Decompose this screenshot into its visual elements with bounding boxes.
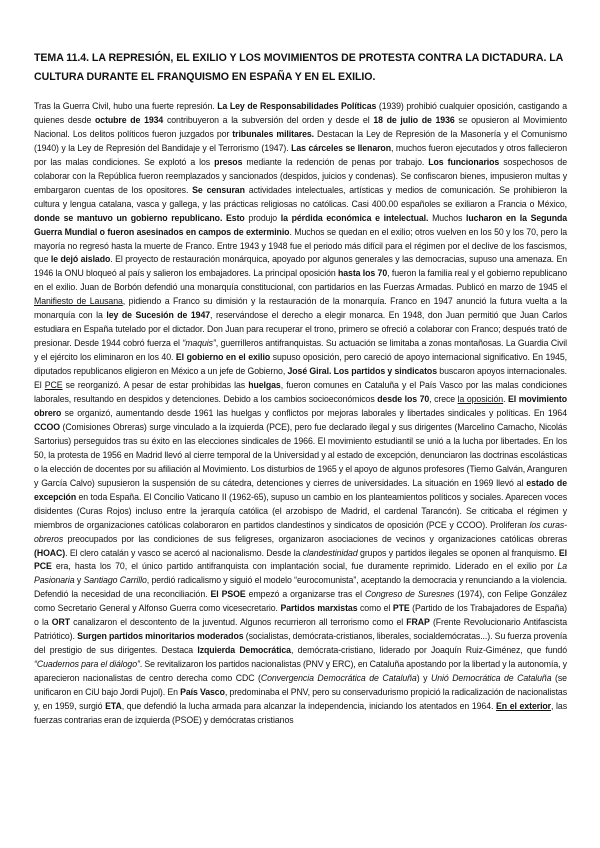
underlined-text-run: la oposición xyxy=(457,394,504,405)
text-run: (socialistas, demócrata-cristianos, liberales, socialdemócratas...). Su fuerza provenía del prestigio de sus dirigentes. Destaca xyxy=(34,631,567,656)
italic-text-run: Unió Democrática de Cataluña xyxy=(430,673,552,684)
bold-text-run: hasta los 70 xyxy=(338,268,388,279)
bold-text-run: donde se mantuvo un gobierno republicano. xyxy=(34,212,223,223)
bold-text-run: El PSOE xyxy=(210,589,246,600)
bold-text-run: PTE xyxy=(392,603,410,614)
bold-text-run: Los funcionarios xyxy=(428,156,500,167)
text-run: . Muchos se quedan en el exilio; otros vuelven en los 50 y los 70, pero la mayoría no regresó hasta la muerte de Franco. Entre 1943 y 1948 fue el periodo más difícil para el régimen por el declive de los fascismos, que xyxy=(34,226,567,265)
text-run: , pidiendo a Franco su dimisión y la restauración de la monarquía. Franco en 1947 anunció la futura vuelta a la monarquía con la xyxy=(34,296,567,321)
italic-text-run: clandestinidad xyxy=(302,547,358,558)
text-run: Tras la Guerra Civil, hubo una fuerte represión. xyxy=(34,101,218,111)
bold-text-run: Las cárceles se llenaron xyxy=(291,142,391,153)
text-run: ) y xyxy=(416,673,431,684)
text-run: supuso oposición, pero careció de apoyo internacional significativo. En 1945, diputados republicanos eligieron en México a un jefe de Gobierno, xyxy=(34,352,567,377)
bold-text-run: FRAP xyxy=(406,617,430,628)
bold-text-run: presos xyxy=(214,156,243,167)
text-run: (Frente Revolucionario Antifascista Patriótico). xyxy=(34,617,567,642)
text-run: era, hasta los 70, el único partido antifranquista con implantación social, fue duramente reprimido. Liderado en el exilio por xyxy=(51,561,558,572)
bold-text-run: El gobierno en el exilio xyxy=(175,352,271,363)
text-run: como el xyxy=(357,603,393,614)
text-run: , fueron comunes en Cataluña y el País Vasco por las malas condiciones laborales, resultando en despidos y detenciones. Debido a los cambios socioeconómicos xyxy=(34,380,567,405)
text-run: Destacan la Ley de Represión de la Masonería y el Comunismo (1940) y la Ley de Represión del Bandidaje y el Terrorismo (1947). xyxy=(34,128,567,153)
text-run: canalizaron el descontento de la juventud. Algunos recurrieron all terrorismo como el xyxy=(70,617,407,628)
italic-text-run: “Cuadernos para el diálogo” xyxy=(34,659,140,670)
bold-text-run: CCOO xyxy=(34,421,60,432)
bold-text-run: ley de Sucesión de 1947 xyxy=(106,310,211,321)
bold-text-run: País Vasco xyxy=(180,687,225,698)
italic-text-run: Santiago Carrillo xyxy=(83,575,147,586)
bold-text-run: huelgas xyxy=(248,380,281,391)
bold-text-run: ORT xyxy=(51,617,70,628)
text-run: contribuyeron a la subversión del orden y desde el xyxy=(163,114,374,125)
text-run: se reorganizó. A pesar de estar prohibidas las xyxy=(62,380,249,391)
text-run: Muchos xyxy=(428,212,466,223)
text-run: (1939) prohibió cualquier oposición, castigando a quienes desde xyxy=(34,101,568,125)
text-run: , que defendió la lucha armada para alcanzar la independencia, iniciando los atentados en 1964. xyxy=(121,700,497,711)
bold-text-run: El movimiento obrero xyxy=(34,394,568,418)
bold-text-run: 18 de julio de 1936 xyxy=(373,114,455,125)
text-run: , guerrilleros antifranquistas. Su actuación se limitaba a zonas montañosas. La Guardia Civil y el ejército los eliminaron en los 40. xyxy=(34,338,567,363)
bold-text-run: La Ley de Responsabilidades Políticas xyxy=(217,101,377,111)
document-body-paragraph xyxy=(34,100,567,728)
text-run: . El clero catalán y vasco se acercó al nacionalismo. Desde la xyxy=(65,547,303,558)
bold-text-run: la pérdida económica e intelectual. xyxy=(280,212,429,223)
italic-text-run: los curas-obreros xyxy=(34,519,567,544)
bold-text-run: Surgen partidos minoritarios moderados xyxy=(77,631,244,642)
bold-text-run: estado de excepción xyxy=(34,477,567,502)
text-run: , muchos fueron ejecutados y otros fallecieron por las malas condiciones. Se explotó a los xyxy=(34,142,567,167)
text-run: en toda España. El Concilio Vaticano II (1962-65), supuso un cambio en los planteamientos políticos y sociales. Aparecen voces disidentes (Curas Rojos) incluso entre la jerarquía católica (el arzobispo de Madrid, el cardenal Tarancón). Se criticaba el régimen y miembros de organizaciones católicas colaboraron en partidos clandestinos y sindicatos de oposición (PCE y CCOO). Proliferan xyxy=(34,491,567,530)
bold-text-run: José Giral. xyxy=(287,366,332,377)
text-run: , las fuerzas contrarias eran de izquierda (PSOE) y demócratas cristianos xyxy=(34,700,567,725)
text-run: , perdió radicalismo y siguió el modelo “eurocomunista”, aceptando la democracia y renunciando a la violencia. Defendió la necesidad de una reconciliación. xyxy=(34,575,567,600)
text-run: sospechosos de colaborar con la República fueron reemplazados y sancionados (despidos, juicios y condenas). Se confiscaron bienes, impusieron multas y embargaron cuentas de los opositores. xyxy=(34,156,567,195)
text-run: (1974), con Felipe González como Secretario General y Alfonso Guerra como vicesecretario. xyxy=(34,589,567,614)
text-run: . El proyecto de restauración monárquica, apoyado por algunos generales y las democracias, supuso una amenaza. En 1946 la ONU bloqueó al país y salieron los embajadores. La principal oposición xyxy=(34,254,567,279)
italic-text-run: “maquis” xyxy=(182,338,216,349)
bold-text-run: Se censuran xyxy=(192,184,245,195)
bold-text-run: En el exterior xyxy=(496,700,552,711)
text-run: (Comisiones Obreras) surge vinculado a la izquierda (PCE), pero fue declarado ilegal y sus dirigentes (Marcelino Camacho, Nicolás Sartorius) perseguidos tras su éxito en las elecciones sindicales de 1966. El movimiento estudiantil se unió a la lucha por libertades. En los 50, la protesta de 1956 en Madrid llevó al cierre temporal de la Universidad y al estado de excepción, denunciaron las doctrinas escolásticas o la elección de docentes por su afiliación al Movimiento. Los disturbios de 1965 y el apoyo de algunos profesores (Tierno Galván, Aranguren y García Calvo) supusieron la suspensión de su cátedra, detenciones y cierres de universidades. La situación en 1969 llevó al xyxy=(34,421,567,488)
text-run: , fueron la familia real y el gobierno republicano en el exilio. Juan de Borbón defendió una monarquía constitucional, con partidarios en las Fuerzas Armadas. Publicó en marzo de 1945 el xyxy=(34,268,567,293)
text-run: . Se revitalizaron los partidos nacionalistas (PNV y ERC), en Cataluña apostando por la libertad y la autonomía, y aparecieron nacionalistas de centro derecha como CDC ( xyxy=(34,659,567,684)
bold-text-run: tribunales militares. xyxy=(232,128,314,139)
text-run: buscaron apoyos internacionales. El xyxy=(34,366,567,391)
bold-text-run: ETA xyxy=(105,700,122,711)
document-title: TEMA 11.4. LA REPRESIÓN, EL EXILIO Y LOS MOVIMIENTOS DE PROTESTA CONTRA LA DICTADURA. LA CULTURA DURANTE EL FRANQUISMO EN ESPAÑA Y EN EL EXILIO. xyxy=(34,52,563,83)
bold-text-run: le dejó aislado xyxy=(50,254,111,265)
underlined-text-run: PCE xyxy=(44,380,63,391)
italic-text-run: Convergencia Democrática de Cataluña xyxy=(260,673,417,684)
text-run: empezó a organizarse tras el xyxy=(245,589,365,600)
text-run: y xyxy=(74,575,84,586)
italic-text-run: Congreso de Suresnes xyxy=(364,589,455,600)
text-run: (se unificaron en CiU bajo Jordi Pujol). En xyxy=(34,673,567,698)
text-run: , crece xyxy=(429,394,458,405)
text-run: , demócrata-cristiano, liderado por Joaquín Ruiz-Giménez, que fundó xyxy=(290,645,567,656)
text-run: , reservándose el derecho a elegir monarca. En 1948, don Juan permitió que Juan Carlos estudiara en España tutelado por el dictador. Don Juan para recuperar el trono, primero se ofreció a colaborar con Franco; después trató de presionar. Desde 1944 cobró fuerza el xyxy=(34,310,567,349)
underlined-text-run: Manifiesto de Lausana xyxy=(34,296,123,307)
text-run: (Partido de los Trabajadores de España) o la xyxy=(34,603,567,628)
text-run: preocupados por las condiciones de sus feligreses, organizaron asociaciones de vecinos y organizaciones católicas obreras xyxy=(63,533,567,544)
text-run: grupos y partidos ilegales se oponen al franquismo. xyxy=(357,547,559,558)
bold-text-run: desde los 70 xyxy=(377,394,430,405)
text-run: produjo xyxy=(244,212,281,223)
text-run: se opusieron al Movimiento Nacional. Los delitos políticos fueron juzgados por xyxy=(34,114,567,139)
bold-text-run: lucharon en la Segunda Guerra Mundial o fueron asesinados en campos de exterminio xyxy=(34,212,568,237)
bold-text-run: (HOAC) xyxy=(34,547,66,558)
text-run: se organizó, aumentando desde 1961 las huelgas y conflictos por mejoras laborales y libertades sindicales y políticas. En 1964 xyxy=(61,407,567,418)
bold-text-run: Los partidos y sindicatos xyxy=(333,366,437,377)
bold-text-run: Esto xyxy=(226,212,245,223)
text-run: mediante la redención de penas por trabajo. xyxy=(242,156,429,167)
text-run: . xyxy=(503,394,509,405)
bold-text-run: Partidos marxistas xyxy=(280,603,358,614)
bold-text-run: octubre de 1934 xyxy=(95,114,164,125)
text-run: , predominaba el PNV, pero su conservadurismo propició la radicalización de nacionalistas y, en 1959, surgió xyxy=(34,687,568,711)
text-run: actividades intelectuales, artísticas y medios de comunicación. Se prohibieron la cultura y lengua catalana, vasca y gallega, y las prácticas religiosas no católicas. Casi 400.00 españoles se exiliaron a Francia o México, xyxy=(34,184,567,209)
bold-text-run: El PCE xyxy=(34,547,567,572)
bold-text-run: Izquierda Democrática xyxy=(197,645,291,656)
italic-text-run: La Pasionaria xyxy=(34,561,567,586)
